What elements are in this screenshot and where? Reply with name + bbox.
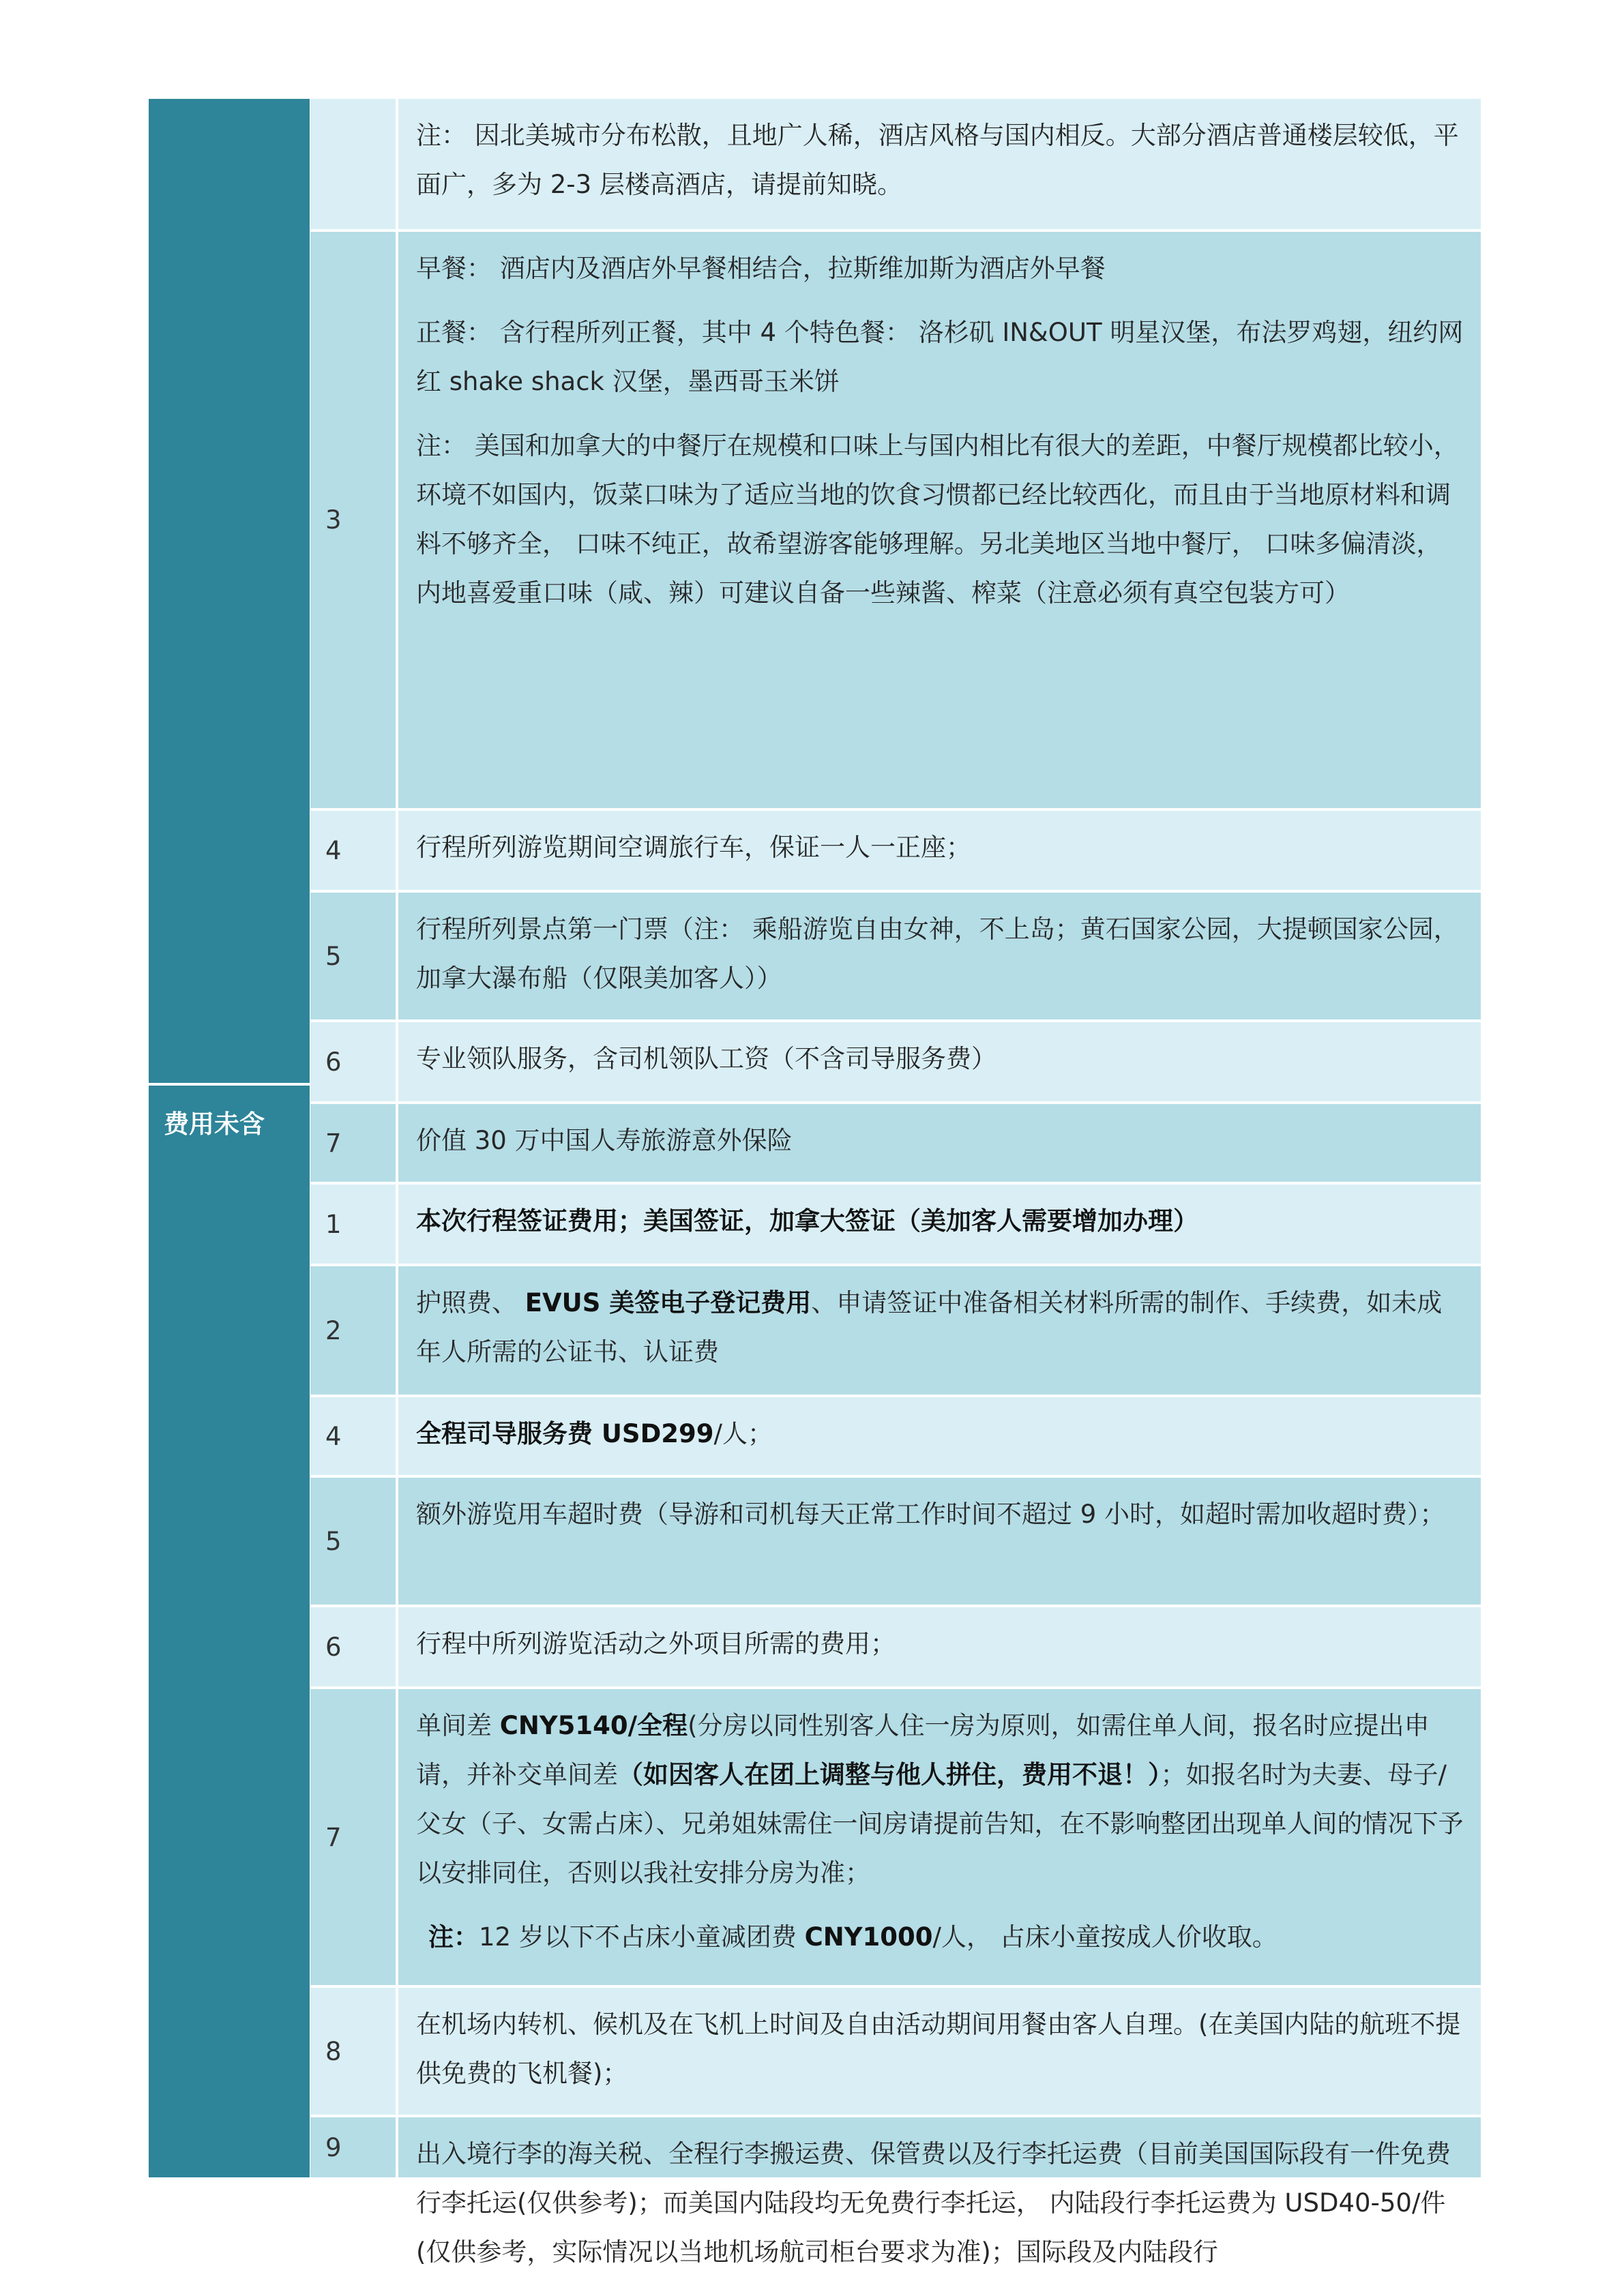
text: ；如报名时为夫妻、母子/父女（子、女需占床）、兄弟姐妹需住一间房请提前告知，在不影响整团出现单人间的情况下予以安排同住，否则以我社安排分房为准； [416, 1760, 1464, 1888]
row-content [398, 1266, 1481, 1395]
row-content [398, 1022, 1481, 1101]
row-content [398, 1689, 1481, 1985]
row-number: 7 [325, 1822, 342, 1852]
bold-text: CNY5140/全程 [499, 1711, 688, 1740]
row-content [398, 1607, 1481, 1686]
text: 额外游览用车超时费（导游和司机每天正常工作时间不超过 9 小时，如超时需加收超时费）； [416, 1500, 1445, 1529]
row-content [398, 1104, 1481, 1182]
text: 正餐： 含行程所列正餐，其中 4 个特色餐： 洛杉矶 IN&OUT 明星汉堡，布法罗鸡翅，纽约网红 shake shack 汉堡，墨西哥玉米饼 [416, 318, 1464, 396]
category-excluded [149, 1086, 310, 2177]
row-content [398, 1397, 1481, 1475]
text: 专业领队服务，含司机领队工资（不含司导服务费） [416, 1044, 996, 1073]
table-row [310, 1478, 1481, 1605]
text: 出入境行李的海关税、全程行李搬运费、保管费以及行李托运费（目前美国国际段有一件免费行李托运(仅供参考)；而美国内陆段均无免费行李托运， 内陆段行李托运费为 USD40-50/件(仅供参考，实际情况以当地机场航司柜台要求为准)；国际段及内陆段行 [416, 2139, 1451, 2267]
text: 早餐： 酒店内及酒店外早餐相结合，拉斯维加斯为酒店外早餐 [416, 254, 1106, 283]
bold-text: 全程司导服务费 USD299 [416, 1419, 714, 1448]
row-number: 5 [325, 941, 342, 971]
text: 12 岁以下不占床小童减团费 [479, 1922, 805, 1952]
row-content [398, 811, 1481, 890]
row-paragraph [416, 244, 1466, 293]
row-paragraph [416, 905, 1466, 1003]
row-number: 3 [325, 505, 342, 535]
row-content [398, 2117, 1481, 2267]
table-row [310, 1689, 1481, 1985]
row-number: 8 [325, 2036, 342, 2066]
row-content [398, 1988, 1481, 2115]
row-paragraph [416, 1410, 1466, 1459]
text: /人， 占床小童按成人价收取。 [932, 1922, 1278, 1952]
text: 行程所列景点第一门票（注： 乘船游览自由女神，不上岛；黄石国家公园，大提顿国家公园，加拿大瀑布船（仅限美加客人）） [416, 914, 1459, 993]
table-row [310, 1022, 1481, 1101]
row-number: 1 [325, 1209, 342, 1239]
text: /人； [713, 1419, 773, 1448]
text: 注： 美国和加拿大的中餐厅在规模和口味上与国内相比有很大的差距，中餐厅规模都比较小，环境不如国内，饭菜口味为了适应当地的饮食习惯都已经比较西化，而且由于当地原材料和调料不够齐全， 口味不纯正，故希望游客能够理解。另北美地区当地中餐厅， 口味多偏清淡， 内地喜爱重口味（咸、辣）可建议自备一些辣酱、榨菜（注意必须有真空包装方可） [416, 431, 1459, 608]
table-row [310, 1184, 1481, 1264]
category-included [149, 99, 310, 1083]
text: 单间差 [416, 1711, 500, 1740]
row-number: 7 [325, 1128, 342, 1158]
text: (分房以同性别客人住一房为原则，如需住单人间，报名时应提出申请，并补交单间差 [416, 1711, 1430, 1789]
table-row [310, 1988, 1481, 2115]
row-paragraph [416, 308, 1466, 406]
row-number [310, 99, 396, 229]
row-paragraph [416, 823, 1466, 872]
bold-text: CNY1000 [804, 1922, 933, 1952]
row-content [398, 232, 1481, 808]
table-row [310, 2117, 1481, 2267]
row-content [398, 1478, 1481, 1605]
text: 、申请签证中准备相关材料所需的制作、手续费，如未成年人所需的公证书、认证费 [416, 1288, 1443, 1367]
row-paragraph [416, 1490, 1466, 1539]
row-content [398, 1184, 1481, 1264]
bold-text: EVUS 美签电子登记费用 [525, 1288, 812, 1317]
table-row [310, 1607, 1481, 1686]
text: 注： 因北美城市分布松散，且地广人稀，酒店风格与国内相反。大部分酒店普通楼层较低，平面广，多为 2-3 层楼高酒店，请提前知晓。 [416, 121, 1459, 199]
row-number: 9 [325, 2132, 342, 2162]
row-paragraph [416, 2000, 1466, 2098]
table-row [310, 232, 1481, 808]
row-content [398, 893, 1481, 1019]
row-paragraph [416, 1279, 1466, 1377]
row-number: 6 [325, 1047, 342, 1077]
row-paragraph [416, 1701, 1466, 1898]
table-row [310, 893, 1481, 1019]
table-row [310, 811, 1481, 890]
row-paragraph [416, 2130, 1466, 2277]
row-paragraph [416, 1620, 1466, 1669]
row-number: 4 [325, 1421, 342, 1451]
text: 价值 30 万中国人寿旅游意外保险 [416, 1126, 793, 1155]
row-number: 5 [325, 1526, 342, 1556]
fee-table [149, 99, 1481, 2267]
bold-text: 本次行程签证费用；美国签证，加拿大签证（美加客人需要增加办理） [416, 1206, 1198, 1236]
category-excluded-label: 费用未含 [164, 1109, 265, 1139]
row-paragraph [416, 1116, 1466, 1165]
row-number: 6 [325, 1632, 342, 1662]
table-row [310, 1397, 1481, 1475]
table-row [310, 1104, 1481, 1182]
table-row [310, 1266, 1481, 1395]
text: 行程所列游览期间空调旅行车，保证一人一正座； [416, 833, 971, 862]
text: 行程中所列游览活动之外项目所需的费用； [416, 1629, 896, 1658]
row-paragraph [416, 1197, 1466, 1246]
row-paragraph [416, 1034, 1466, 1084]
table-row [310, 99, 1481, 229]
row-number: 4 [325, 835, 342, 865]
text: 在机场内转机、候机及在飞机上时间及自由活动期间用餐由客人自理。(在美国内陆的航班不提供免费的飞机餐)； [416, 2010, 1461, 2088]
bold-text: （如因客人在团上调整与他人拼住，费用不退！） [618, 1760, 1161, 1789]
row-paragraph [416, 421, 1466, 618]
bold-text: 注： [428, 1922, 479, 1952]
row-content [398, 99, 1481, 229]
row-paragraph [416, 1913, 1466, 1962]
text: 护照费、 [416, 1288, 525, 1317]
row-number: 2 [325, 1315, 342, 1345]
row-paragraph [416, 111, 1466, 209]
